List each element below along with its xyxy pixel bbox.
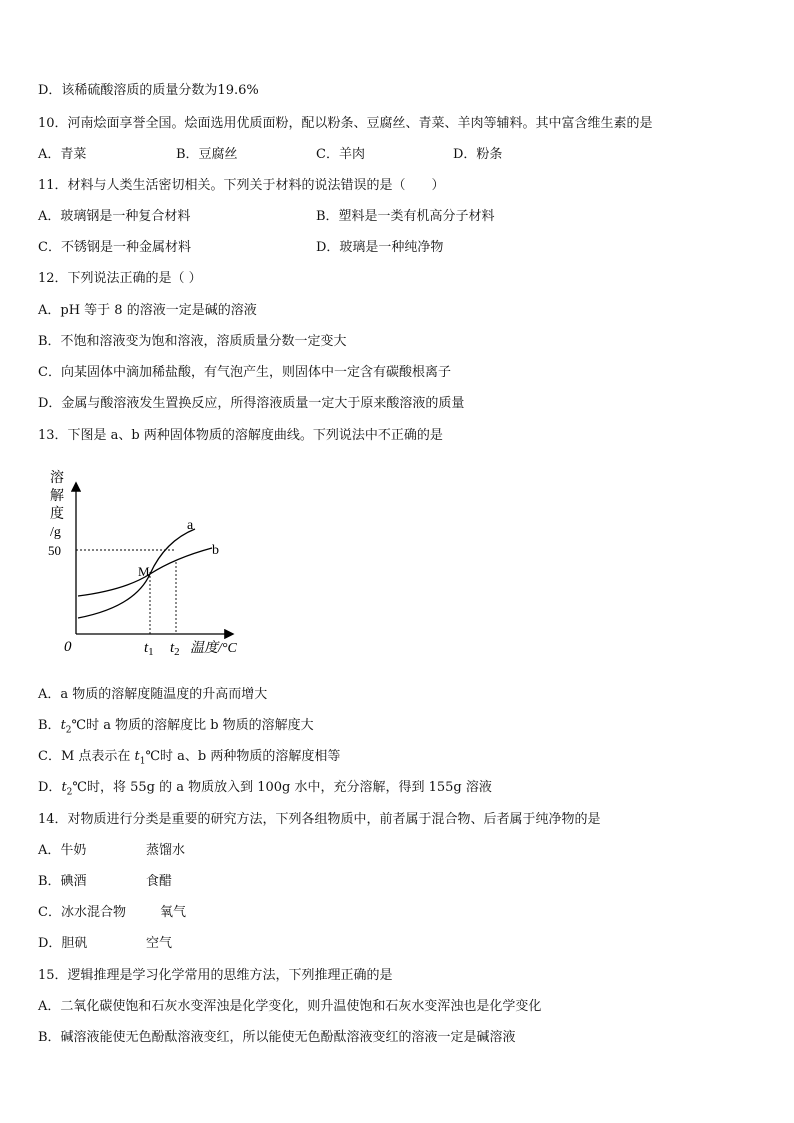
q13-option-a: A．a 物质的溶解度随温度的升高而增大 [38,687,268,702]
origin-label: 0 [64,639,72,655]
q10-stem: 10．河南烩面享誉全国。烩面选用优质面粉，配以粉条、豆腐丝、青菜、羊肉等辅料。其中富含维生素的是 [38,116,653,131]
q14-option-b-second: 食醋 [146,874,173,889]
q12-option-d: D．金属与酸溶液发生置换反应，所得溶液质量一定大于原来酸溶液的质量 [38,396,465,411]
curve-b-label: b [212,543,219,558]
q13-option-b-text: ℃时 a 物质的溶解度比 b 物质的溶解度大 [71,718,314,733]
q13-option-b-prefix: B． [38,718,61,733]
q14-option-d-label: D．胆矾 [38,936,88,951]
q12-option-b: B．不饱和溶液变为饱和溶液，溶质质量分数一定变大 [38,334,347,349]
point-m-label: M [138,564,150,579]
q14-option-c-second: 氧气 [160,905,187,920]
q13-option-d [38,779,492,802]
curve-a [78,529,195,618]
q12-option-a: A．pH 等于 8 的溶液一定是碱的溶液 [38,303,257,318]
q13-stem: 13．下图是 a、b 两种固体物质的溶解度曲线。下列说法中不正确的是 [38,428,443,443]
q15-stem: 15．逻辑推理是学习化学常用的思维方法，下列推理正确的是 [38,968,393,983]
q14-stem: 14．对物质进行分类是重要的研究方法，下列各组物质中，前者属于混合物、后者属于纯净物的是 [38,812,601,827]
q11-option-c: C．不锈钢是一种金属材料 [38,240,191,255]
t1-main: t [144,640,149,656]
q13-option-c-sub: 1 [139,756,146,767]
q11-option-b: B．塑料是一类有机高分子材料 [316,209,495,224]
solubility-curve-figure [40,462,270,667]
q13-option-b-t: t [60,718,66,733]
q13-option-d-text: ℃时，将 55g 的 a 物质放入到 100g 水中，充分溶解，得到 155g 溶液 [72,780,492,795]
t2-main: t [170,640,175,656]
q14-option-d-second: 空气 [146,936,173,951]
q13-option-c-prefix: C．M 点表示在 [38,749,135,764]
q11-stem: 11．材料与人类生活密切相关。下列关于材料的说法错误的是（ ） [38,178,445,193]
q10-option-d: D．粉条 [453,147,503,162]
q10-option-c: C．羊肉 [316,147,365,162]
q10-option-b: B．豆腐丝 [176,147,238,162]
q13-option-d-t: t [61,780,67,795]
q9-option-d: D．该稀硫酸溶质的质量分数为19.6% [38,83,259,98]
q12-option-c: C．向某固体中滴加稀盐酸，有气泡产生，则固体中一定含有碳酸根离子 [38,365,451,380]
q14-option-c-label: C．冰水混合物 [38,905,126,920]
q11-option-a: A．玻璃钢是一种复合材料 [38,209,191,224]
q13-option-d-sub: 2 [66,787,73,798]
q15-option-a: A．二氧化碳使饱和石灰水变浑浊是化学变化，则升温使饱和石灰水变浑浊也是化学变化 [38,999,542,1014]
q13-option-c-t: t [134,749,140,764]
t1-sub: 1 [148,646,154,658]
q14-option-a-label: A．牛奶 [38,843,87,858]
t1-label [144,640,154,658]
q13-option-b [38,717,314,740]
y-axis-label-char-3: 度 [50,507,64,522]
q11-option-d: D．玻璃是一种纯净物 [316,240,444,255]
t2-label [170,640,180,658]
q13-option-d-prefix: D． [38,780,62,795]
curve-a-label: a [187,518,194,533]
q15-option-b: B．碱溶液能使无色酚酞溶液变红，所以能使无色酚酞溶液变红的溶液一定是碱溶液 [38,1030,516,1045]
q13-option-c-text: ℃时 a、b 两种物质的溶解度相等 [145,749,341,764]
y-tick-50: 50 [48,543,61,558]
q13-option-b-sub: 2 [65,725,72,736]
q10-option-a: A．青菜 [38,147,87,162]
q13-option-c [38,748,340,771]
y-axis-label-char-2: 解 [50,489,64,504]
q12-stem: 12．下列说法正确的是（ ） [38,271,202,286]
y-axis-label-char-1: 溶 [50,471,64,486]
q14-option-b-label: B．碘酒 [38,874,87,889]
q14-option-a-second: 蒸馏水 [146,843,186,858]
x-axis-label: 温度/°C [190,641,237,656]
y-axis-label-char-4: /g [50,525,61,540]
t2-sub: 2 [174,646,180,658]
